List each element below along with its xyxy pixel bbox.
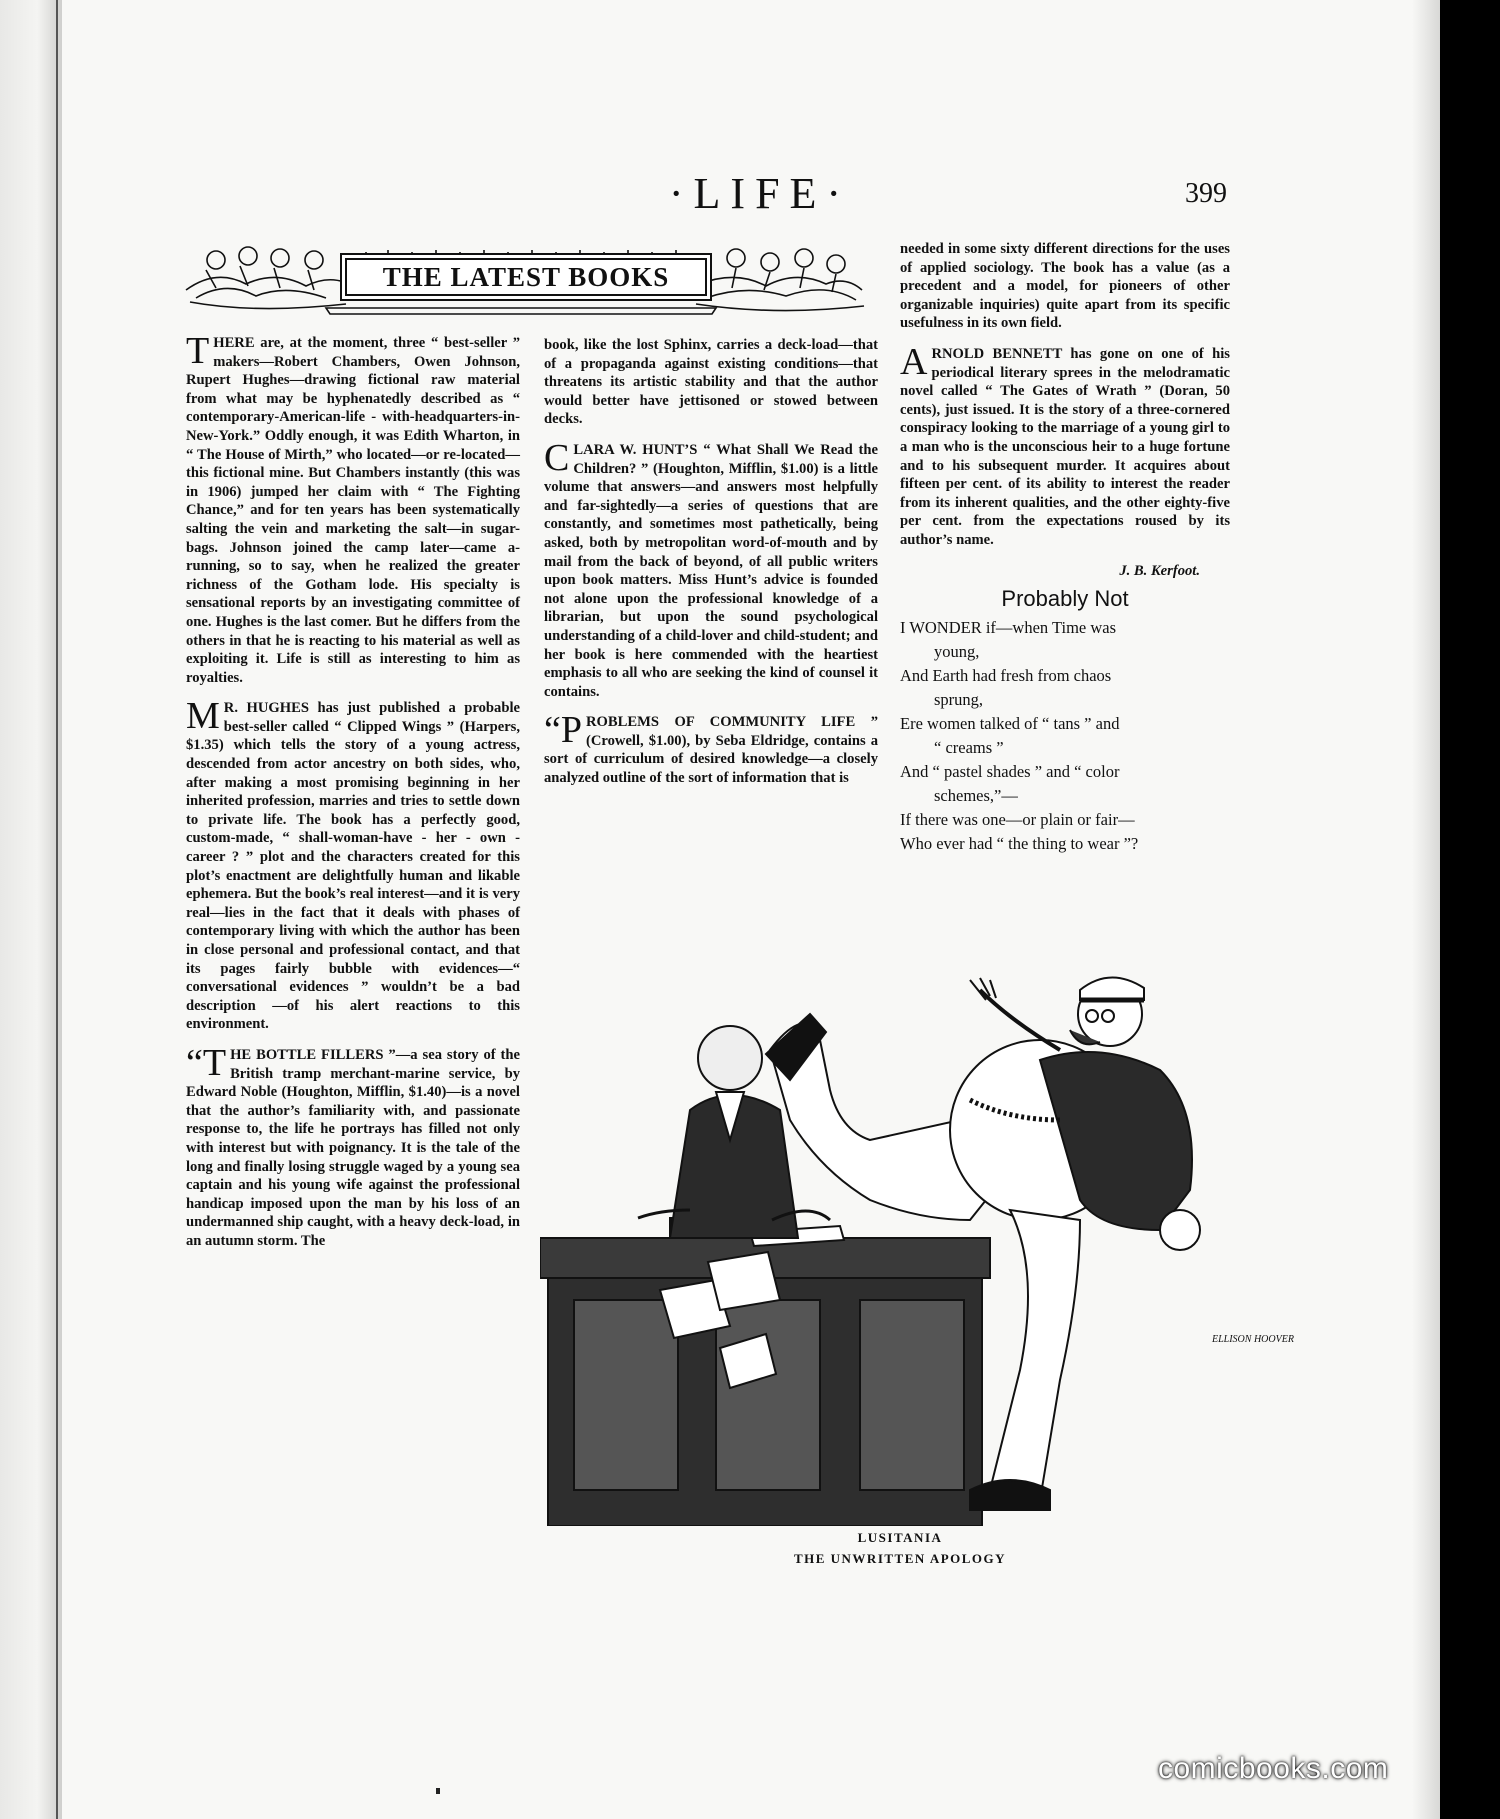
review-gates-of-wrath	[900, 340, 1230, 550]
print-mark	[436, 1788, 440, 1794]
paragraph-text: book, like the lost Sphinx, carries a deck-load—that of a propaganda against existing conditions—that threatens its artistic stability and that the author would better have jettisoned or stowed between decks.	[544, 337, 878, 428]
paragraph-text: needed in some sixty different directions for the uses of applied sociology. The book has a value (as a precedent and a model, for pioneers of other organizable inquiries) quite apart from its specific usefulness in its own field.	[900, 241, 1230, 332]
poem-line: “ creams ”	[934, 737, 1004, 757]
page-shadow	[1412, 0, 1440, 1819]
binding-line	[56, 0, 58, 1819]
section-banner-label: THE LATEST BOOKS	[345, 258, 707, 296]
poem-line: And Earth had fresh from chaos	[900, 665, 1112, 685]
review-problems-of-community-life	[544, 709, 878, 787]
review-community-life-cont	[900, 240, 1230, 333]
review-clipped-wings	[186, 695, 520, 1034]
reviewer-signature: J. B. Kerfoot.	[1119, 562, 1200, 579]
poem-line: Who ever had “ the thing to wear ”?	[900, 833, 1139, 853]
poem-line: young,	[934, 641, 980, 661]
poem-line: Ere women talked of “ tans ” and	[900, 713, 1120, 733]
binding-edge	[0, 0, 62, 1819]
poem-line: I WONDER if—when Time was	[900, 617, 1117, 637]
drop-cap: “P	[544, 709, 582, 752]
paragraph-text: HE BOTTLE FILLERS ”—a sea story of the British tramp merchant-marine service, by Edward Noble (Houghton, Mifflin, $1.40)—is a novel that the author’s familiarity with, and passionate response to, the life he portrays has filled not only with interest but with poignancy. It is the tale of the long and finally losing struggle waged by a young sea captain and his young wife against the professional handicap imposed upon the man by his loss of an undermanned ship caught, with a heavy deck-load, in an autumn storm. The	[186, 1046, 520, 1249]
drop-cap: T	[186, 330, 210, 372]
paragraph-text: R. HUGHES has just published a probable best-seller called “ Clipped Wings ” (Harpers, $1.35) which tells the story of a young actress, descended from actor ancestry on both sides, who, after making a most promising beginning in her inherited profession, marries and tries to settle down to private life. The book has a perfectly good, custom-made, “ shall-woman-have - her - own - career ? ” plot and the characters created for this plot’s enactment are delightfully human and likable ephemera. But the book’s real interest—and it is very real—lies in the fact that it deals with phases of contemporary living with which the author has been in close personal and professional contact, and that its pages fairly bubble with evidences—“ conversational evidences ” wouldn’t be a bad description —of his alert reactions to this environment.	[186, 700, 520, 1033]
poem-title: Probably Not	[1001, 586, 1129, 612]
illustration-caption-subtitle: THE UNWRITTEN APOLOGY	[793, 1551, 1007, 1566]
review-chambers-johnson-hughes	[186, 330, 520, 687]
poem-line: If there was one—or plain or fair—	[900, 809, 1135, 829]
illustration-caption-title: LUSITANIA	[857, 1530, 943, 1545]
column-1	[186, 330, 520, 1263]
paragraph-text: HERE are, at the moment, three “ best-seller ” makers—Robert Chambers, Owen Johnson, Rupert Hughes—drawing fictional raw material from what may be hyphenatedly described as “ contemporary-American-life - with-headquarters-in-New-York.” Oddly enough, it was Edith Wharton, in “ The House of Mirth,” who located—or re-located—this fictional mine. But Chambers instantly (this was in 1906) jumped her claim with “ The Fighting Chance,” and for ten years has been systematically salting the vein and marketing the salt—in sugar-bags. Johnson joined the camp later—came a-running, so to say, when he realized the greater richness of the Gotham lode. His specialty is sensational reports by an investigating committee of one. Hughes is the last comer. But he differs from the others in that he is reacting to his material as well as exploiting it. Life is still as interesting to him as royalties.	[186, 335, 520, 686]
drop-cap: C	[544, 436, 570, 479]
scan-border	[1440, 0, 1500, 1819]
column-2	[544, 336, 878, 800]
page-number: 399	[1185, 178, 1227, 209]
review-bottle-fillers-cont	[544, 336, 878, 429]
cartoon-illustration	[540, 970, 1276, 1526]
poem	[900, 617, 1230, 855]
paragraph-text: LARA W. HUNT’S “ What Shall We Read the Children? ” (Houghton, Mifflin, $1.00) is a little volume that answers—and answers most helpfully and far-sightedly—a series of questions that are constantly, and sometimes most pathetically, being asked, both by metropolitan word-of-mouth and by mail from the back of beyond, of all public writers upon book matters. Miss Hunt’s advice is founded not alone upon the professional knowledge of a librarian, but upon the sound psychological understanding of a child-lover and child-student; and her book is here commended with the heartiest emphasis to all who are seeking the kind of counsel it contains.	[544, 441, 878, 700]
watermark: comicbooks.com	[1158, 1752, 1389, 1785]
column-3	[900, 240, 1230, 857]
drop-cap: “T	[186, 1041, 227, 1084]
review-what-shall-we-read	[544, 436, 878, 701]
paragraph-text: RNOLD BENNETT has gone on one of his periodical literary sprees in the melodramatic novel called “ The Gates of Wrath ” (Doran, 50 cents), just issued. It is the story of a three-cornered conspiracy looking to the marriage of a young girl to a man who is the unconscious heir to a huge fortune and to his subsequent murder. It acquires about fifteen per cent. of its ability to interest the reader from its inherent qualities, and the other eighty-five per cent. from the expectations roused by its author’s name.	[900, 345, 1230, 548]
poem-line: schemes,”—	[934, 785, 1018, 805]
poem-line: sprung,	[934, 689, 984, 709]
poem-line: And “ pastel shades ” and “ color	[900, 761, 1120, 781]
drop-cap: M	[186, 695, 220, 738]
paragraph-text: ROBLEMS OF COMMUNITY LIFE ” (Crowell, $1.00), by Seba Eldridge, contains a sort of curriculum of desired knowledge—a closely analyzed outline of the sort of information that is	[544, 714, 878, 787]
review-bottle-fillers	[186, 1041, 520, 1251]
running-title: ·LIFE·	[668, 169, 852, 218]
artist-signature: ELLISON HOOVER	[1212, 1334, 1294, 1345]
drop-cap: A	[900, 340, 928, 383]
